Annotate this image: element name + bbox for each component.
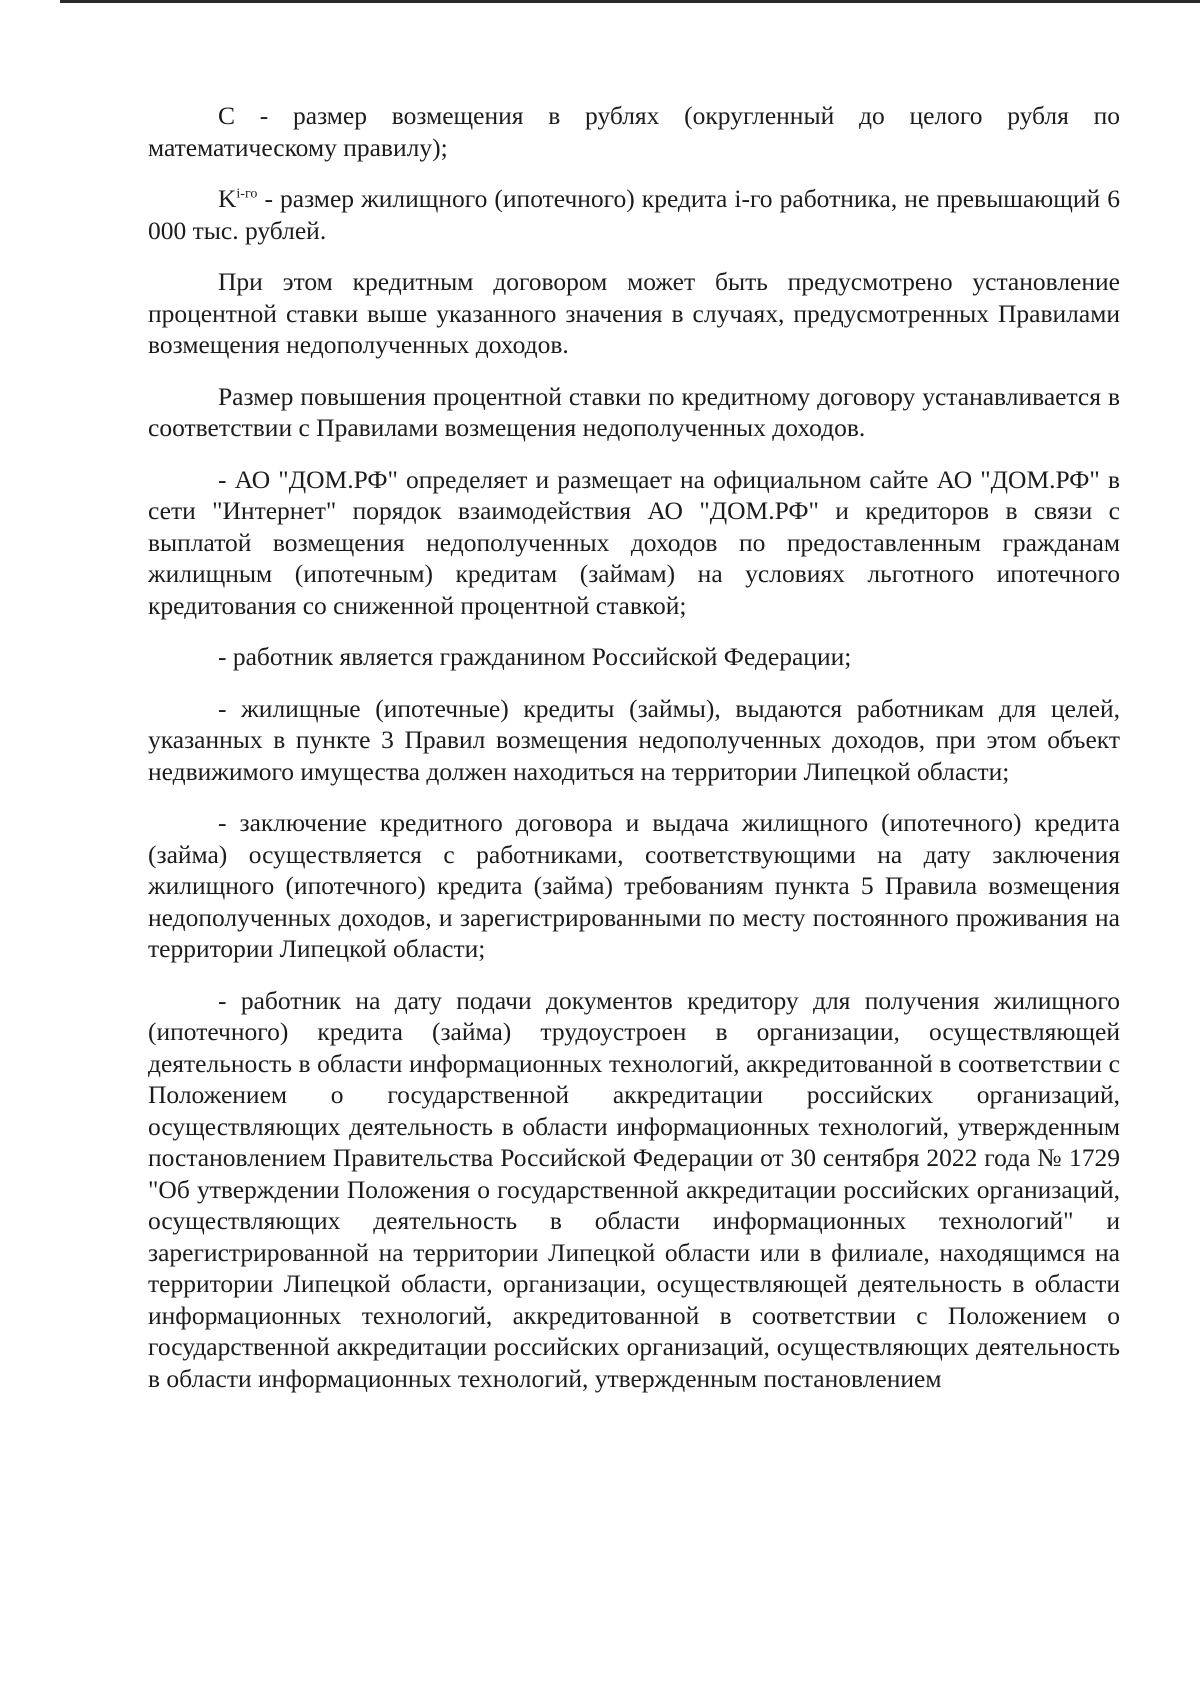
paragraph-contract-conclusion: [148, 807, 1120, 965]
paragraph-c-definition: [148, 100, 1120, 163]
paragraph-text: - работник на дату подачи документов кредитору для получения жилищного (ипотечного) кредита (займа) трудоустроен в организации, осуществляющей деятельность в области информационных технологий, аккредитованной в соответствии с Положением о государственной аккредитации российских организаций, осуществляющих деятельность в области информационных технологий, утвержденным постановлением Правительства Российской Федерации от 30 сентября 2022 года № 1729 "Об утверждении Положения о государственной аккредитации российских организаций, осуществляющих деятельность в области информационных технологий" и зарегистрированной на территории Липецкой области или в филиале, находящимся на территории Липецкой области, организации, осуществляющей деятельность в области информационных технологий, аккредитованной в соответствии с Положением о государственной аккредитации российских организаций, осуществляющих деятельность в области информационных технологий, утвержденным постановлением: [148, 985, 1120, 1393]
paragraph-rate-above: [148, 266, 1120, 361]
paragraph-text: - АО "ДОМ.РФ" определяет и размещает на официальном сайте АО "ДОМ.РФ" в сети "Интернет" порядок взаимодействия АО "ДОМ.РФ" и кредиторов в связи с выплатой возмещения недополученных доходов по предоставленным гражданам жилищным (ипотечным) кредитам (займам) на условиях льготного ипотечного кредитования со сниженной процентной ставкой;: [148, 464, 1120, 620]
variable-k: K: [218, 184, 237, 213]
variable-k-superscript: i-го: [236, 186, 258, 202]
paragraph-text: - работник является гражданином Российской Федерации;: [218, 642, 852, 671]
paragraph-text: Размер повышения процентной ставки по кредитному договору устанавливается в соответствии с Правилами возмещения недополученных доходов.: [148, 381, 1120, 442]
paragraph-text: - жилищные (ипотечные) кредиты (займы), выдаются работникам для целей, указанных в пункте 3 Правил возмещения недополученных доходов, при этом объект недвижимого имущества должен находиться на территории Липецкой области;: [148, 693, 1120, 786]
paragraph-citizenship: [148, 641, 1120, 673]
paragraph-rate-increase: [148, 381, 1120, 444]
paragraph-loan-purpose: [148, 693, 1120, 788]
paragraph-text: - размер жилищного (ипотечного) кредита i-го работника, не превышающий 6 000 тыс. рублей.: [148, 184, 1120, 245]
paragraph-text: При этом кредитным договором может быть предусмотрено установление процентной ставки выше указанного значения в случаях, предусмотренных Правилами возмещения недополученных доходов.: [148, 267, 1120, 359]
paragraph-employment: [148, 985, 1120, 1395]
paragraph-text: - заключение кредитного договора и выдача жилищного (ипотечного) кредита (займа) осуществляется с работниками, соответствующими на дату заключения жилищного (ипотечного) кредита (займа) требованиям пункта 5 Правила возмещения недополученных доходов, и зарегистрированными по месту постоянного проживания на территории Липецкой области;: [148, 808, 1120, 963]
paragraph-domrf-procedure: [148, 464, 1120, 622]
paragraph-text: С - размер возмещения в рублях (округленный до целого рубля по математическому правилу);: [148, 101, 1120, 162]
scan-top-edge: [60, 0, 1200, 3]
paragraph-k-definition: [148, 183, 1120, 246]
